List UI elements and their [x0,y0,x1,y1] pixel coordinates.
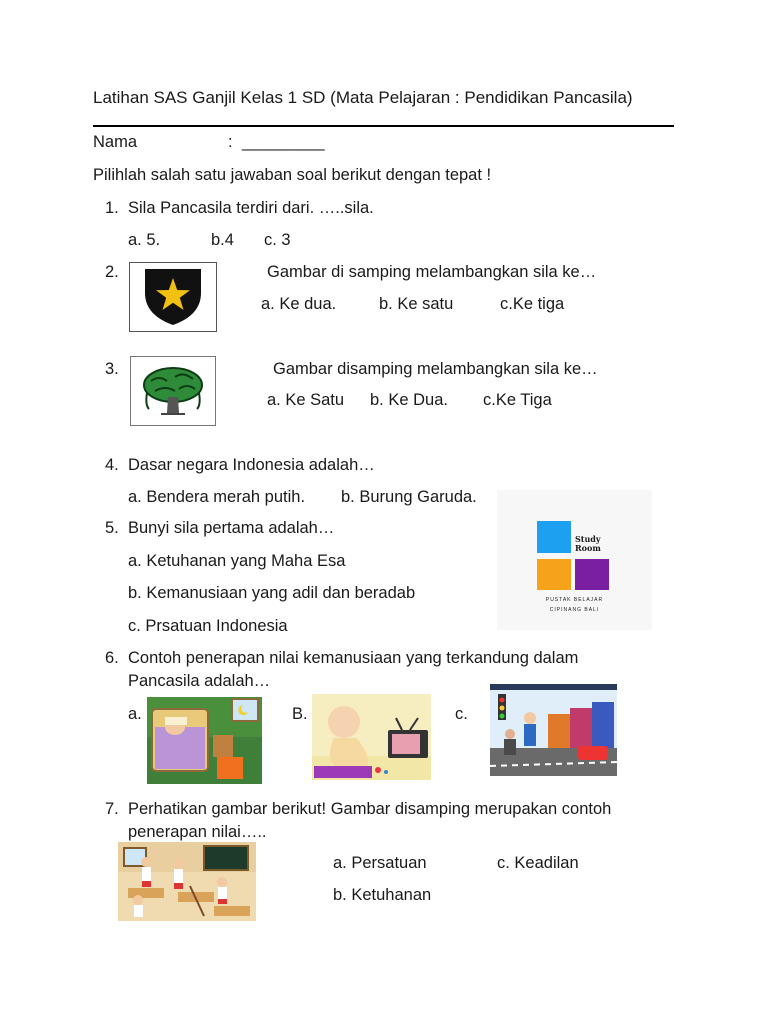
worksheet-title: Latihan SAS Ganjil Kelas 1 SD (Mata Pelajaran : Pendidikan Pancasila) [93,88,633,107]
q3-option-a: a. Ke Satu [267,391,345,409]
question-number: 3. [105,360,119,378]
banyan-tree-icon [130,356,216,426]
name-label: Nama [93,133,138,151]
q1-option-a: a. 5. [128,231,161,249]
instruction-text: Pilihlah salah satu jawaban soal berikut dengan tepat ! [93,166,492,184]
q6-option-c: c. [455,705,468,723]
question-number: 2. [105,263,119,281]
q5-option-b: b. Kemanusiaan yang adil dan beradab [128,584,416,602]
q1-option-b: b.4 [211,231,234,249]
q4-option-b: b. Burung Garuda. [341,488,477,506]
question-6-text-line2: Pancasila adalah… [128,672,271,690]
q6-option-b: B. [292,705,308,723]
q5-option-a: a. Ketuhanan yang Maha Esa [128,552,346,570]
star-shield-icon [129,262,217,332]
question-6-text-line1: Contoh penerapan nilai kemanusiaan yang terkandung dalam [128,649,579,667]
logo-line-study: Study [575,534,601,544]
name-colon: : [228,133,233,151]
question-7-text-line1: Perhatikan gambar berikut! Gambar disamping merupakan contoh [128,800,612,818]
logo-subtitle-1: PUSTAK BELAJAR [545,597,604,603]
q1-option-c: c. 3 [264,231,291,249]
q7-option-c: c. Keadilan [497,854,579,872]
title-divider [93,125,674,127]
q3-option-b: b. Ke Dua. [370,391,448,409]
question-7-text-line2: penerapan nilai….. [128,823,267,841]
logo-blue-square [537,521,571,553]
question-number: 7. [105,800,119,818]
watching-tv-illustration [312,694,431,780]
question-number: 6. [105,649,119,667]
question-number: 1. [105,199,119,217]
classroom-cleaning-illustration [118,842,256,921]
question-number: 5. [105,519,119,537]
q2-option-a: a. Ke dua. [261,295,337,313]
q4-option-a: a. Bendera merah putih. [128,488,306,506]
logo-subtitle-2: CIPINANG BALI [549,607,600,613]
q6-option-a: a. [128,705,142,723]
question-4-text: Dasar negara Indonesia adalah… [128,456,375,474]
q7-option-b: b. Ketuhanan [333,886,432,904]
street-crossing-illustration [490,684,617,776]
study-room-logo [497,490,652,630]
q3-option-c: c.Ke Tiga [483,391,552,409]
question-3-text: Gambar disamping melambangkan sila ke… [273,360,598,378]
question-5-text: Bunyi sila pertama adalah… [128,519,335,537]
bedroom-illustration [147,697,262,784]
q7-option-a: a. Persatuan [333,854,427,872]
logo-purple-square [575,559,609,590]
question-1-text: Sila Pancasila terdiri dari. …..sila. [128,199,374,217]
q5-option-c: c. Prsatuan Indonesia [128,617,288,635]
question-2-text: Gambar di samping melambangkan sila ke… [267,263,597,281]
q2-option-b: b. Ke satu [379,295,454,313]
question-number: 4. [105,456,119,474]
q2-option-c: c.Ke tiga [500,295,565,313]
logo-orange-square [537,559,571,590]
name-blank: _________ [242,133,325,151]
logo-line-room: Room [575,543,601,553]
